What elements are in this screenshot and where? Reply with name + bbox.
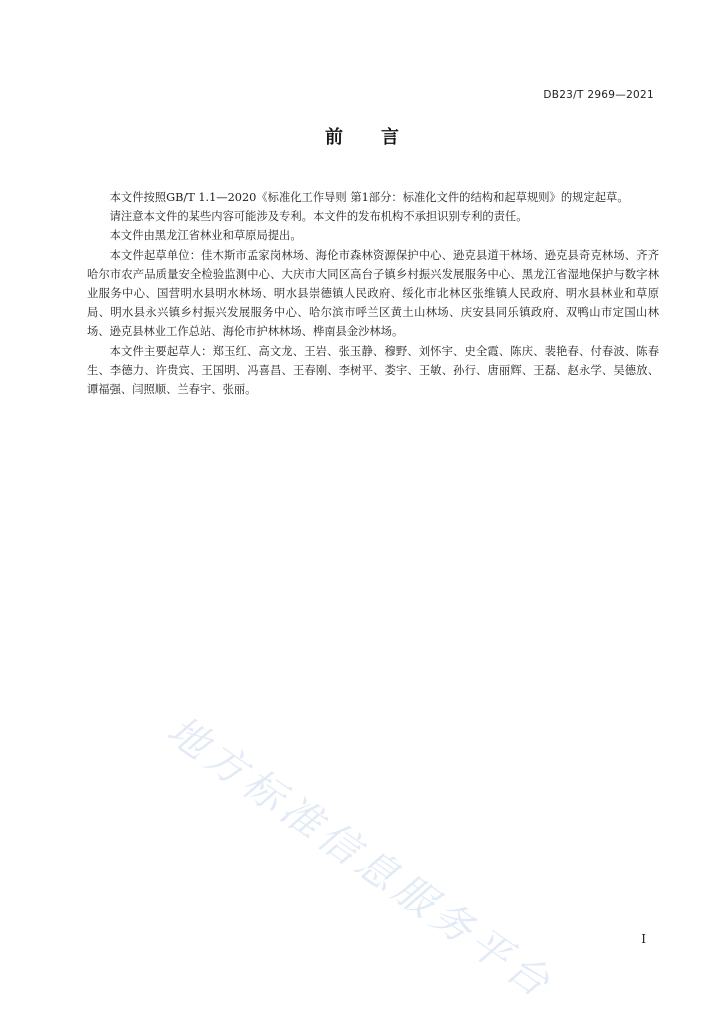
page-title: 前言: [325, 127, 437, 148]
paragraph-patent-notice: 请注意本文件的某些内容可能涉及专利。本文件的发布机构不承担识别专利的责任。: [109, 210, 528, 224]
paragraph-drafting-units: 本文件起草单位：佳木斯市孟家岗林场、海伦市森林资源保护中心、逊克县道干林场、逊克县奇克林场、齐齐哈尔市农产品质量安全检验监测中心、大庆市大同区高台子镇乡村振兴发展服务中心、黑龙江省湿地保护与数字林业服务中心、国营明水县明水林场、明水县崇德镇人民政府、绥化市北林区张维镇人民政府、明水县林业和草原局、明水县永兴镇乡村振兴发展服务中心、哈尔滨市呼兰区黄土山林场、庆安县同乐镇政府、双鸭山市定国山林场、逊克县林业工作总站、海伦市护林林场、桦南县金沙林场。: [87, 248, 659, 339]
watermark: 地方标准信息服务平台: [158, 707, 562, 1009]
foreword-body: [87, 188, 659, 399]
paragraph-proposer: 本文件由黑龙江省林业和草原局提出。: [109, 229, 302, 243]
paragraph-drafting-rules: 本文件按照GB/T 1.1—2020《标准化工作导则 第1部分：标准化文件的结构和起草规则》的规定起草。: [109, 191, 629, 204]
standard-code: DB23/T 2969—2021: [543, 89, 654, 101]
paragraph-main-drafters: 本文件主要起草人：郑玉红、高文龙、王岩、张玉静、穆野、刘怀宇、史全霞、陈庆、裴艳春、付春波、陈春生、李德力、许贵宾、王国明、冯喜昌、王春刚、李树平、娄宇、王敏、孙行、唐丽辉、王磊、赵永学、吴德放、谭福强、闫照顺、兰春宇、张丽。: [87, 344, 659, 397]
page-number: I: [641, 932, 646, 946]
